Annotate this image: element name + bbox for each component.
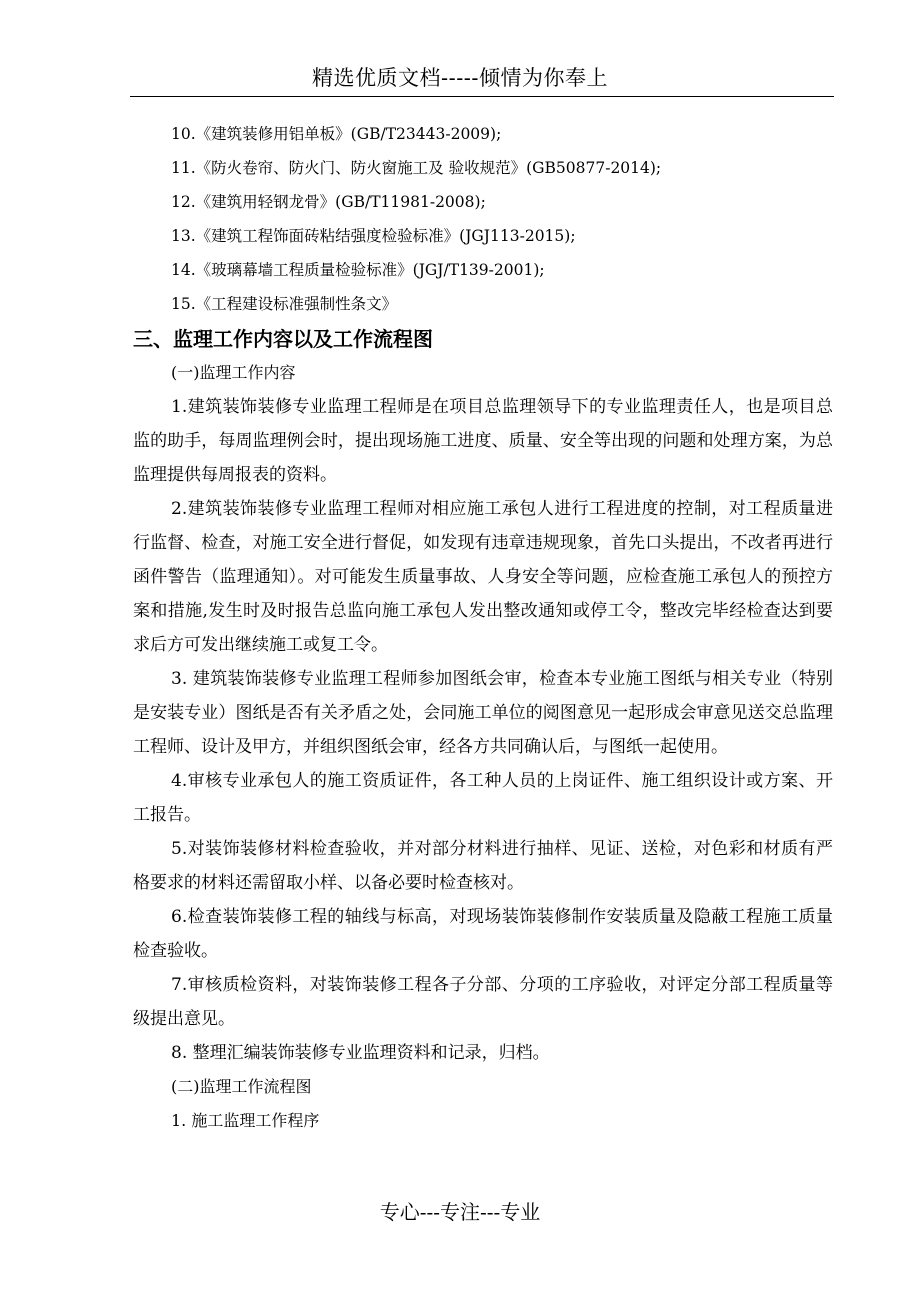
subsection-heading-workflow: (二)监理工作流程图	[171, 1077, 312, 1096]
reference-item-11: 11.《防火卷帘、防火门、防火窗施工及 验收规范》(GB50877-2014);	[171, 159, 662, 177]
section-heading: 三、监理工作内容以及工作流程图	[133, 327, 433, 351]
paragraph-7: 7.审核质检资料，对装饰装修工程各子分部、分项的工序验收，对评定分部工程质量等级提出意见。	[133, 975, 833, 1029]
paragraph-8: 8. 整理汇编装饰装修专业监理资料和记录，归档。	[171, 1043, 550, 1063]
paragraph-2: 2.建筑装饰装修专业监理工程师对相应施工承包人进行工程进度的控制，对工程质量进行监督、检查，对施工安全进行督促，如发现有违章违规现象，首先口头提出，不改者再进行函件警告（监理通知）。对可能发生质量事故、人身安全等问题，应检查施工承包人的预控方案和措施,发生时及时报告总监向施工承包人发出整改通知或停工令，整改完毕经检查达到要求后方可发出继续施工或复工令。	[133, 499, 833, 655]
page-footer-text: 专心---专注---专业	[379, 1200, 541, 1224]
paragraph-1: 1.建筑装饰装修专业监理工程师是在项目总监理领导下的专业监理责任人，也是项目总监的助手，每周监理例会时，提出现场施工进度、质量、安全等出现的问题和处理方案，为总监理提供每周报表的资料。	[133, 397, 833, 485]
paragraph-6: 6.检查装饰装修工程的轴线与标高，对现场装饰装修制作安装质量及隐蔽工程施工质量检查验收。	[133, 907, 833, 961]
reference-item-13: 13.《建筑工程饰面砖粘结强度检验标准》(JGJ113-2015);	[171, 227, 576, 245]
reference-item-14: 14.《玻璃幕墙工程质量检验标准》(JGJ/T139-2001);	[171, 261, 545, 279]
page-header-title: 精选优质文档-----倾情为你奉上	[312, 66, 608, 90]
subsection-item-procedure: 1. 施工监理工作程序	[171, 1111, 320, 1130]
paragraph-3: 3. 建筑装饰装修专业监理工程师参加图纸会审，检查本专业施工图纸与相关专业（特别是安装专业）图纸是否有关矛盾之处，会同施工单位的阅图意见一起形成会审意见送交总监理工程师、设计及甲方，并组织图纸会审，经各方共同确认后，与图纸一起使用。	[133, 669, 833, 757]
paragraph-4: 4.审核专业承包人的施工资质证件，各工种人员的上岗证件、施工组织设计或方案、开工报告。	[133, 771, 833, 825]
reference-item-12: 12.《建筑用轻钢龙骨》(GB/T11981-2008);	[171, 193, 486, 211]
reference-item-15: 15.《工程建设标准强制性条文》	[171, 295, 398, 313]
document-body	[133, 117, 833, 1138]
header-divider	[130, 96, 834, 97]
subsection-heading-work-content: (一)监理工作内容	[171, 363, 296, 382]
paragraph-5: 5.对装饰装修材料检查验收，并对部分材料进行抽样、见证、送检，对色彩和材质有严格要求的材料还需留取小样、以备必要时检查核对。	[133, 839, 833, 893]
reference-item-10: 10.《建筑装修用铝单板》(GB/T23443-2009);	[171, 125, 502, 143]
